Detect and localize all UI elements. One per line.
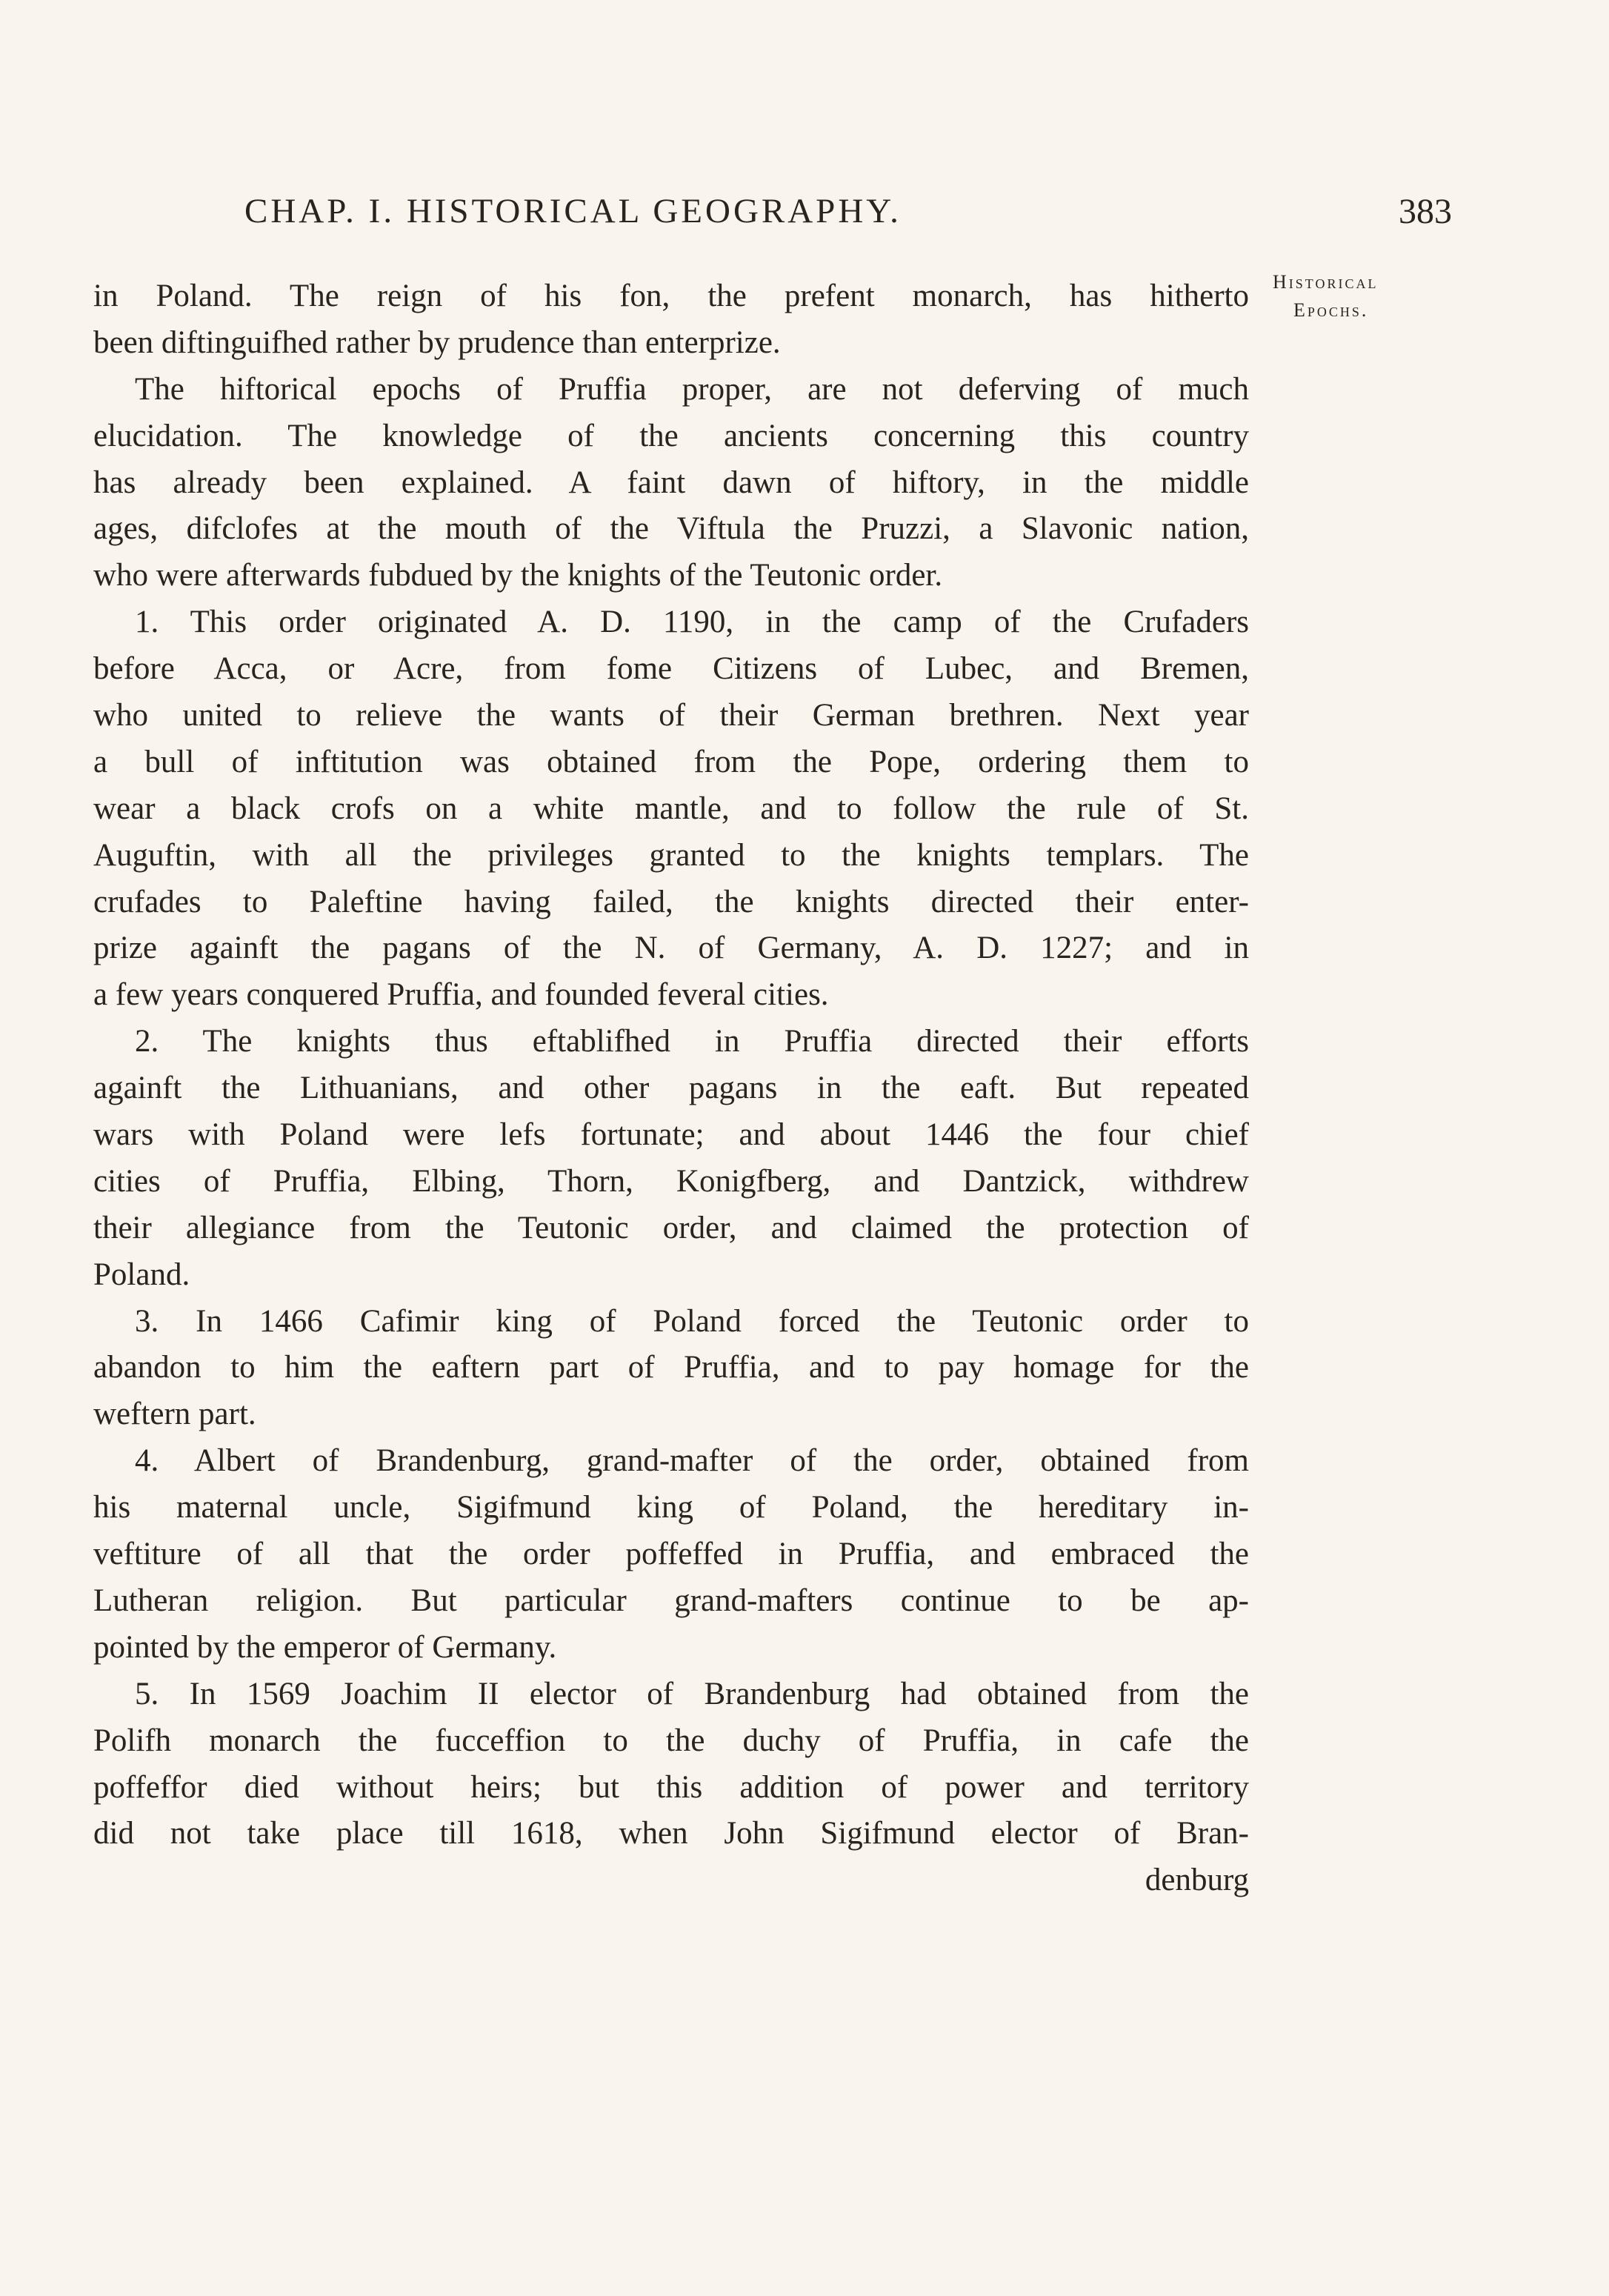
text-line: in Poland. The reign of his fon, the prefent monarch, has hitherto <box>93 279 1249 313</box>
running-title: CHAP. I. HISTORICAL GEOGRAPHY. <box>244 192 902 230</box>
text-line: their allegiance from the Teutonic order, and claimed the protection of <box>93 1210 1249 1245</box>
text-line: been diftinguifhed rather by prudence than enterprize. <box>93 325 781 360</box>
margin-note-line: Epochs. <box>1293 299 1369 321</box>
text-line: who were afterwards fubdued by the knights of the Teutonic order. <box>93 558 943 593</box>
margin-note-line: Historical <box>1273 271 1379 293</box>
text-line: weftern part. <box>93 1397 256 1432</box>
text-line: a bull of inftitution was obtained from the Pope, ordering them to <box>93 744 1249 779</box>
text-line: veftiture of all that the order poffeffed in Pruffia, and embraced the <box>93 1537 1249 1572</box>
text-line: Auguftin, with all the privileges granted to the knights templars. The <box>93 837 1249 873</box>
body-text <box>93 273 1249 1904</box>
catchword: denburg <box>1145 1863 1249 1898</box>
text-line: The hiftorical epochs of Pruffia proper, are not deferving of much <box>135 371 1249 407</box>
text-line: crufades to Paleftine having failed, the knights directed their enter- <box>93 884 1249 919</box>
text-line: has already been explained. A faint dawn of hiftory, in the middle <box>93 465 1249 500</box>
text-line: ages, difclofes at the mouth of the Viftula the Pruzzi, a Slavonic nation, <box>93 511 1249 547</box>
text-line: againft the Lithuanians, and other pagans in the eaft. But repeated <box>93 1071 1249 1106</box>
text-line: 4. Albert of Brandenburg, grand-mafter of the order, obtained from <box>135 1443 1249 1479</box>
text-line: 3. In 1466 Cafimir king of Poland forced the Teutonic order to <box>135 1303 1249 1339</box>
text-line: pointed by the emperor of Germany. <box>93 1629 557 1665</box>
text-line: cities of Pruffia, Elbing, Thorn, Konigfberg, and Dantzick, withdrew <box>93 1163 1249 1199</box>
text-line: 2. The knights thus eftablifhed in Pruffia directed their efforts <box>135 1024 1249 1059</box>
running-head <box>244 191 1452 243</box>
text-line: abandon to him the eaftern part of Pruffia, and to pay homage for the <box>93 1350 1249 1385</box>
text-line: his maternal uncle, Sigifmund king of Poland, the hereditary in- <box>93 1490 1249 1525</box>
text-line: prize againft the pagans of the N. of Germany, A. D. 1227; and in <box>93 931 1249 966</box>
margin-note <box>1273 268 1458 325</box>
text-line: Lutheran religion. But particular grand-mafters continue to be ap- <box>93 1583 1249 1618</box>
text-line: Poland. <box>93 1257 190 1292</box>
text-line: elucidation. The knowledge of the ancients concerning this country <box>93 418 1249 453</box>
text-line: wear a black crofs on a white mantle, and to follow the rule of St. <box>93 791 1249 826</box>
text-line: did not take place till 1618, when John Sigifmund elector of Bran- <box>93 1816 1249 1851</box>
text-line: poffeffor died without heirs; but this addition of power and territory <box>93 1769 1249 1805</box>
text-line: who united to relieve the wants of their German brethren. Next year <box>93 698 1249 733</box>
text-line: 1. This order originated A. D. 1190, in the camp of the Crufaders <box>135 605 1249 640</box>
text-line: before Acca, or Acre, from fome Citizens of Lubec, and Bremen, <box>93 651 1249 687</box>
text-line: Polifh monarch the fucceffion to the duchy of Pruffia, in cafe the <box>93 1723 1249 1758</box>
text-line: 5. In 1569 Joachim II elector of Brandenburg had obtained from the <box>135 1676 1249 1711</box>
text-line: wars with Poland were lefs fortunate; and about 1446 the four chief <box>93 1117 1249 1153</box>
text-line: a few years conquered Pruffia, and founded feveral cities. <box>93 977 829 1013</box>
page-number: 383 <box>1399 192 1452 231</box>
